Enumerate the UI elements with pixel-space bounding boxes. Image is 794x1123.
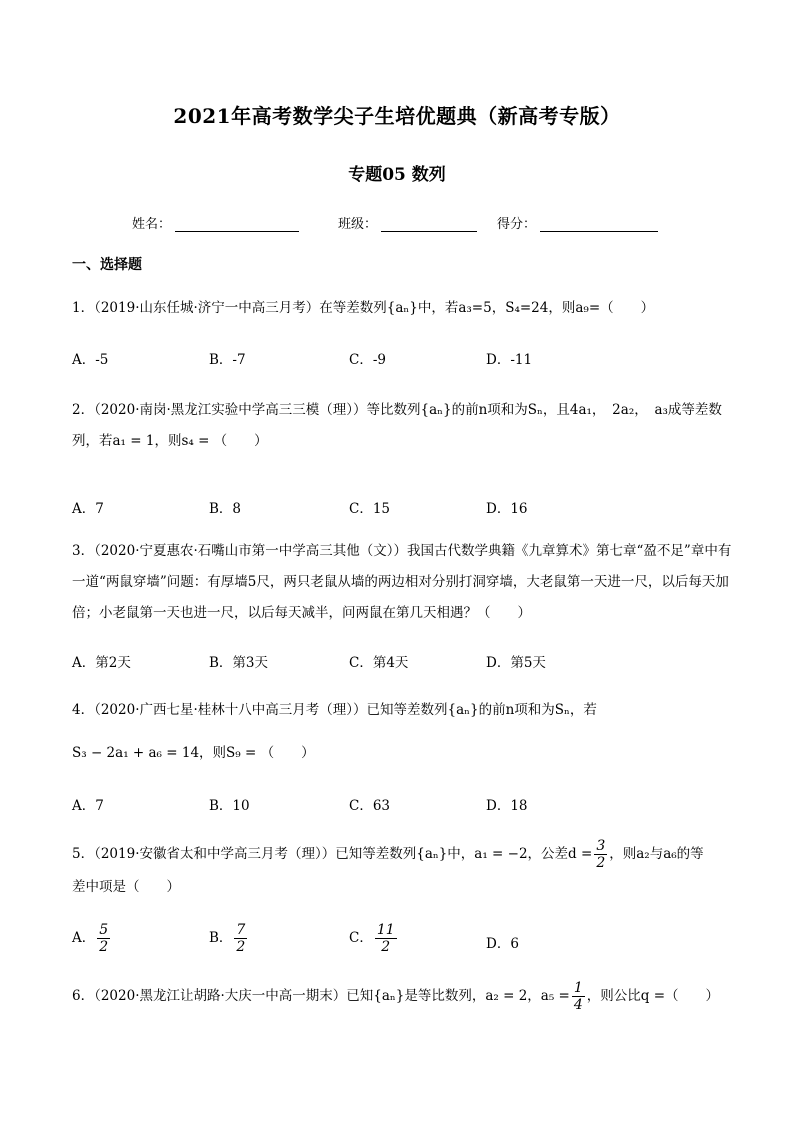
question-3: 3．（2020·宁夏惠农·石嘴山市第一中学高三其他（文））我国古代数学典籍《九章算术》第七章“盈不足”章中有一道“两鼠穿墙”问题：有厚墙5尺，两只老鼠从墙的两边相对分别打洞穿墙，大老鼠第一天进一尺，以后每天加倍；小老鼠第一天也进一尺，以后每天减半，问两鼠在第几天相遇？（ ） (72, 543, 732, 621)
option-c[interactable]: C．15 (349, 501, 391, 517)
option-fraction (97, 922, 110, 955)
option-c[interactable] (349, 922, 399, 955)
class-label: 班级： (338, 217, 378, 232)
fraction-numerator: 5 (99, 922, 109, 938)
option-b[interactable] (209, 922, 249, 955)
fraction-numerator: 11 (376, 922, 395, 938)
question-4-line-2: S₃ − 2a₁ + a₆ = 14，则S₉ = （ ） (72, 745, 315, 761)
class-blank[interactable] (381, 217, 477, 232)
question-4-line-1: 4．（2020·广西七星·桂林十八中高三月考（理））已知等差数列{aₙ}的前n项和为Sₙ，若 (72, 702, 597, 718)
question-2: 2．（2020·南岗·黑龙江实验中学高三三模（理））等比数列{aₙ}的前n项和为Sₙ，且4a₁， 2a₂， a₃成等差数列，若a₁ = 1，则s₄ = （ ） (72, 402, 722, 449)
option-label: C． (349, 930, 373, 946)
option-d[interactable]: D．6 (486, 936, 519, 952)
option-a[interactable] (72, 922, 112, 955)
option-b[interactable]: B．-7 (209, 352, 246, 368)
question-6 (72, 980, 752, 1013)
fraction-numerator: 7 (236, 922, 246, 938)
page-subtitle: 专题05 数列 (348, 165, 446, 185)
page-title: 2021年高考数学尖子生培优题典（新高考专版） (173, 104, 621, 128)
score-field[interactable] (497, 213, 658, 232)
fraction-numerator: 1 (573, 980, 583, 996)
option-d[interactable]: D．第5天 (486, 655, 546, 671)
question-5-suffix: ，则a₂与a₆的等 (609, 846, 704, 862)
score-label: 得分： (497, 217, 537, 232)
fraction-denominator: 4 (573, 997, 583, 1013)
fraction-a5 (572, 980, 585, 1013)
score-blank[interactable] (540, 217, 658, 232)
name-field[interactable] (132, 213, 299, 232)
option-c[interactable]: C．-9 (349, 352, 386, 368)
name-label: 姓名： (132, 217, 172, 232)
fraction-denominator: 2 (596, 855, 606, 871)
section-heading: 一、选择题 (72, 257, 142, 273)
option-d[interactable]: D．16 (486, 501, 528, 517)
class-field[interactable] (338, 213, 477, 232)
fraction-denominator: 2 (99, 939, 109, 955)
question-5-line-2: 差中项是（ ） (72, 879, 180, 895)
option-b[interactable]: B．10 (209, 798, 250, 814)
question-6-prefix: 6．（2020·黑龙江让胡路·大庆一中高一期末）已知{aₙ}是等比数列，a₂ = 2，a₅ = (72, 988, 570, 1004)
option-d[interactable]: D．18 (486, 798, 528, 814)
option-label: A． (72, 930, 96, 946)
fraction-denominator: 2 (236, 939, 246, 955)
option-label: B． (209, 930, 233, 946)
fraction-d (594, 838, 607, 871)
fraction-denominator: 2 (381, 939, 391, 955)
question-5-prefix: 5．（2019·安徽省太和中学高三月考（理））已知等差数列{aₙ}中，a₁ = −2，公差d = (72, 846, 593, 862)
fraction-numerator: 3 (596, 838, 606, 854)
option-b[interactable]: B．第3天 (209, 655, 269, 671)
option-a[interactable]: A．7 (72, 798, 104, 814)
option-a[interactable]: A．-5 (72, 352, 109, 368)
name-blank[interactable] (175, 217, 299, 232)
option-fraction (375, 922, 397, 955)
question-5-line-1 (72, 838, 732, 871)
option-c[interactable]: C．63 (349, 798, 391, 814)
option-c[interactable]: C．第4天 (349, 655, 409, 671)
option-fraction (234, 922, 247, 955)
option-b[interactable]: B．8 (209, 501, 242, 517)
question-6-suffix: ，则公比q =（ ） (586, 988, 720, 1004)
option-a[interactable]: A．第2天 (72, 655, 131, 671)
option-d[interactable]: D．-11 (486, 352, 533, 368)
option-a[interactable]: A．7 (72, 501, 104, 517)
question-1: 1．（2019·山东任城·济宁一中高三月考）在等差数列{aₙ}中，若a₃=5，S₄=24，则a₉=（ ） (72, 300, 655, 316)
